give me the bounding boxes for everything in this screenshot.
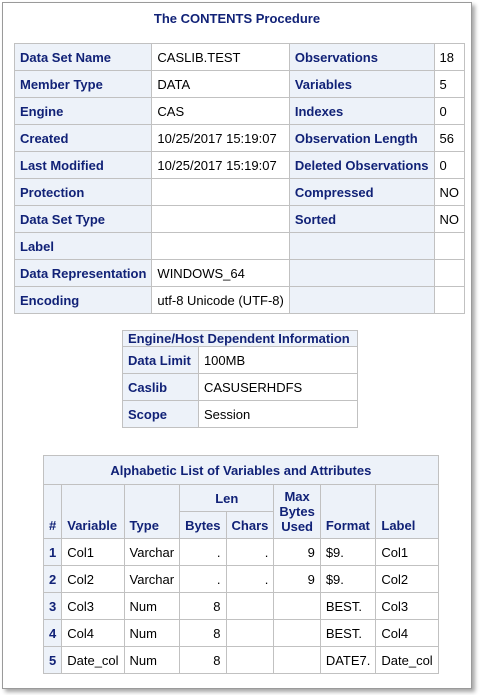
var-name: Col4 [62,620,124,647]
var-name: Date_col [62,647,124,674]
attribute-name: Encoding [15,287,152,314]
attribute-name: Created [15,125,152,152]
dataset-attributes-table [14,43,465,314]
attribute-name: Member Type [15,71,152,98]
attribute-name [289,287,434,314]
engine-host-header: Engine/Host Dependent Information [123,331,358,347]
var-format: BEST. [320,593,376,620]
attribute-row [15,287,465,314]
attribute-value: NO [434,179,465,206]
attribute-row [15,152,465,179]
attribute-row [15,233,465,260]
attribute-value [152,179,289,206]
attribute-value [152,233,289,260]
col-header-chars: Chars [226,512,274,539]
col-header-max-bytes-used [274,485,320,539]
var-type: Varchar [124,539,180,566]
attribute-name: Label [15,233,152,260]
attribute-value: 10/25/2017 15:19:07 [152,152,289,179]
attribute-name: Variables [289,71,434,98]
attribute-value: 5 [434,71,465,98]
attribute-row [15,206,465,233]
var-name: Col2 [62,566,124,593]
attribute-value: NO [434,206,465,233]
max-bytes-line-3: Used [281,519,313,534]
attribute-name: Protection [15,179,152,206]
attribute-value [152,206,289,233]
col-header-len: Len [180,485,274,512]
var-max-bytes-used [274,620,320,647]
attribute-row [15,125,465,152]
var-number: 2 [44,566,62,593]
col-header-label: Label [376,485,438,539]
col-header-bytes: Bytes [180,512,226,539]
attribute-value: CASLIB.TEST [152,44,289,71]
attribute-value: 56 [434,125,465,152]
var-len-chars: . [226,539,274,566]
var-number: 1 [44,539,62,566]
attribute-value [434,287,465,314]
engine-attribute-value: CASUSERHDFS [198,374,357,401]
var-len-chars [226,593,274,620]
engine-row [123,374,358,401]
attribute-name: Engine [15,98,152,125]
var-len-bytes: 8 [180,647,226,674]
attribute-value: 10/25/2017 15:19:07 [152,125,289,152]
engine-attribute-value: Session [198,401,357,428]
engine-attribute-name: Caslib [123,374,199,401]
attribute-row [15,260,465,287]
attribute-name: Last Modified [15,152,152,179]
attribute-name: Observations [289,44,434,71]
var-label: Date_col [376,647,438,674]
var-max-bytes-used: 9 [274,566,320,593]
variables-caption: Alphabetic List of Variables and Attributes [44,456,439,485]
attribute-value: 0 [434,152,465,179]
var-name: Col1 [62,539,124,566]
var-label: Col1 [376,539,438,566]
col-header-variable: Variable [62,485,124,539]
max-bytes-line-1: Max [284,489,310,504]
var-name: Col3 [62,593,124,620]
var-format: $9. [320,539,376,566]
attribute-value: 0 [434,98,465,125]
attribute-row [15,179,465,206]
variable-row [44,566,439,593]
engine-attribute-name: Data Limit [123,347,199,374]
attribute-value: 18 [434,44,465,71]
attribute-value: DATA [152,71,289,98]
var-type: Num [124,647,180,674]
var-label: Col4 [376,620,438,647]
attribute-name: Sorted [289,206,434,233]
variable-row [44,647,439,674]
var-type: Num [124,620,180,647]
engine-attribute-name: Scope [123,401,199,428]
var-len-chars [226,620,274,647]
attribute-row [15,71,465,98]
col-header-format: Format [320,485,376,539]
var-label: Col3 [376,593,438,620]
var-max-bytes-used: 9 [274,539,320,566]
engine-attribute-value: 100MB [198,347,357,374]
engine-host-table [122,330,358,428]
variable-row [44,593,439,620]
var-format: DATE7. [320,647,376,674]
var-len-bytes: . [180,566,226,593]
var-label: Col2 [376,566,438,593]
var-format: $9. [320,566,376,593]
attribute-name: Indexes [289,98,434,125]
var-len-bytes: . [180,539,226,566]
attribute-name [289,260,434,287]
var-number: 4 [44,620,62,647]
var-number: 5 [44,647,62,674]
var-number: 3 [44,593,62,620]
variable-row [44,539,439,566]
var-max-bytes-used [274,647,320,674]
var-format: BEST. [320,620,376,647]
var-len-chars: . [226,566,274,593]
attribute-name: Compressed [289,179,434,206]
attribute-name: Data Representation [15,260,152,287]
var-type: Num [124,593,180,620]
attribute-row [15,98,465,125]
attribute-name: Data Set Name [15,44,152,71]
attribute-value: CAS [152,98,289,125]
col-header-type: Type [124,485,180,539]
attribute-name: Deleted Observations [289,152,434,179]
attribute-row [15,44,465,71]
procedure-title: The CONTENTS Procedure [153,11,321,26]
attribute-name: Data Set Type [15,206,152,233]
engine-row [123,347,358,374]
attribute-value [434,233,465,260]
variable-row [44,620,439,647]
attribute-name: Observation Length [289,125,434,152]
attribute-value: utf-8 Unicode (UTF-8) [152,287,289,314]
var-len-bytes: 8 [180,593,226,620]
var-len-bytes: 8 [180,620,226,647]
var-max-bytes-used [274,593,320,620]
col-header-num: # [44,485,62,539]
output-window [2,2,472,689]
var-len-chars [226,647,274,674]
max-bytes-line-2: Bytes [279,504,315,519]
var-type: Varchar [124,566,180,593]
engine-row [123,401,358,428]
variables-table [43,455,439,674]
attribute-value [434,260,465,287]
attribute-name [289,233,434,260]
attribute-value: WINDOWS_64 [152,260,289,287]
